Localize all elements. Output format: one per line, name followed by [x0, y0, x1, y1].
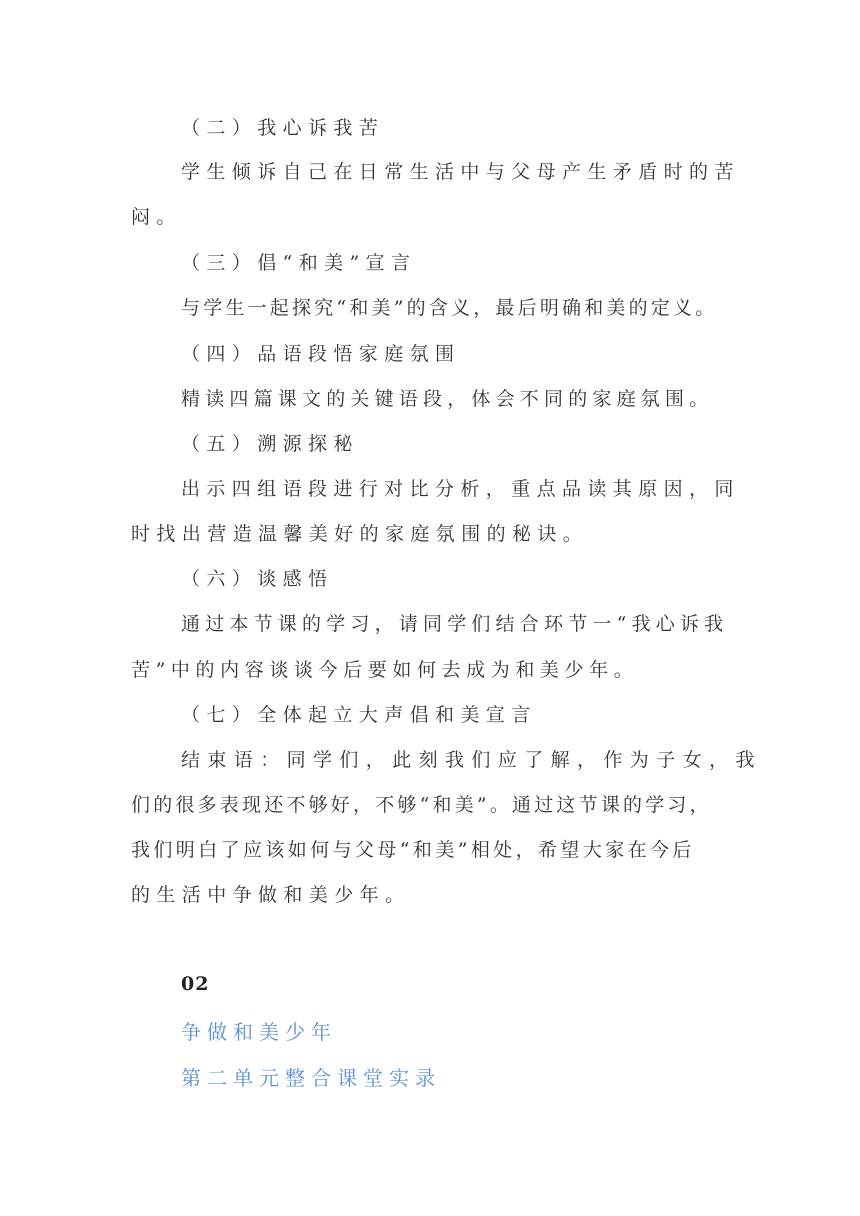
- body-text: 的生活中争做和美少年。: [131, 884, 411, 906]
- body-text: 时找出营造温馨美好的家庭氛围的秘诀。: [131, 523, 589, 545]
- body-text: 们的很多表现还不够好，不够“和美”。通过这节课的学习，: [131, 794, 712, 816]
- section-subtitle: 第二单元整合课堂实录: [181, 1066, 441, 1090]
- body-text: 我们明白了应该如何与父母“和美”相处，希望大家在今后: [131, 839, 695, 861]
- section-heading: （五）溯源探秘: [181, 433, 359, 455]
- body-text: 出示四组语段进行对比分析，重点品读其原因，同: [181, 478, 740, 500]
- section-heading: （六）谈感悟: [181, 568, 334, 590]
- section-heading: （二）我心诉我苦: [181, 117, 385, 139]
- body-text: 学生倾诉自己在日常生活中与父母产生矛盾时的苦: [181, 161, 740, 183]
- body-text: 苦”中的内容谈谈今后要如何去成为和美少年。: [131, 659, 639, 681]
- body-text: 精读四篇课文的关键语段，体会不同的家庭氛围。: [181, 388, 714, 410]
- section-number: 02: [181, 973, 210, 995]
- section-heading: （三）倡“和美”宣言: [181, 252, 417, 274]
- section-heading: （四）品语段悟家庭氛围: [181, 343, 461, 365]
- body-text: 结束语：同学们，此刻我们应了解，作为子女，我: [181, 749, 762, 771]
- section-title: 争做和美少年: [181, 1020, 337, 1044]
- body-text: 闷。: [131, 206, 182, 228]
- body-text: 通过本节课的学习，请同学们结合环节一“我心诉我: [181, 613, 729, 635]
- section-heading: （七）全体起立大声倡和美宣言: [181, 704, 537, 726]
- body-text: 与学生一起探究“和美”的含义，最后明确和美的定义。: [181, 297, 718, 319]
